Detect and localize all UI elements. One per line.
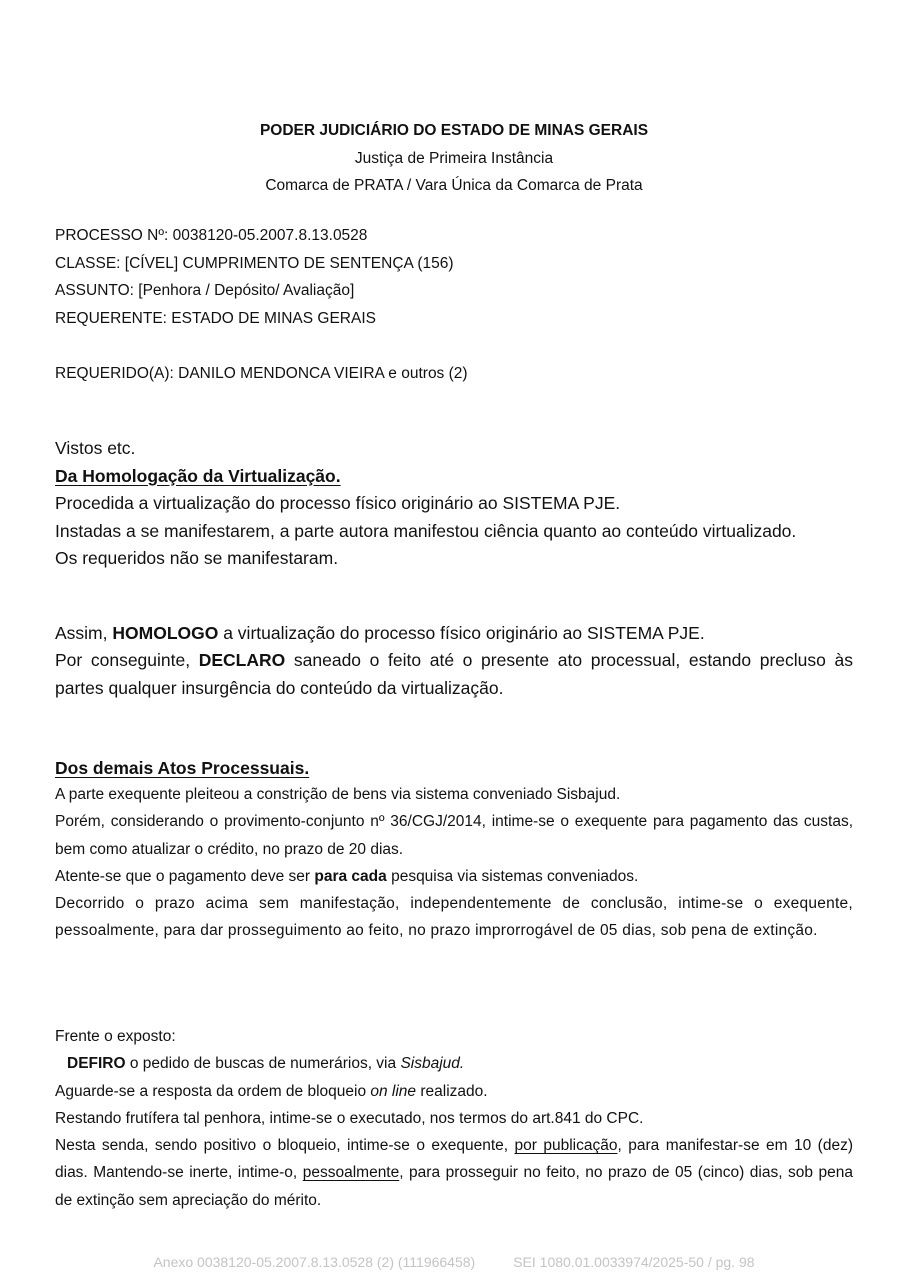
await-paragraph: Aguarde-se a resposta da ordem de bloqueio on line realizado. (55, 1082, 488, 1100)
decision-intro: Frente o exposto: (55, 1028, 176, 1045)
section-heading-procedural-acts: Dos demais Atos Processuais. (55, 758, 310, 778)
declaro-bold: DECLARO (198, 650, 286, 670)
procedural-acts-section (55, 755, 853, 945)
court-name: PODER JUDICIÁRIO DO ESTADO DE MINAS GERAIS (259, 122, 649, 139)
page-footer (0, 1254, 908, 1270)
annex-reference: Anexo 0038120-05.2007.8.13.0528 (2) (111966458) (153, 1254, 476, 1270)
process-number: PROCESSO Nº: 0038120-05.2007.8.13.0528 (55, 227, 368, 244)
paragraph: Procedida a virtualização do processo físico originário ao SISTEMA PJE. (55, 493, 621, 513)
court-district: Comarca de PRATA / Vara Única da Comarca de Prata (265, 177, 643, 194)
document-header (0, 117, 908, 200)
paragraph: Porém, considerando o provimento-conjunto nº 36/CGJ/2014, intime-se o exequente para pagamento das custas, bem como atualizar o crédito, no prazo de 20 dias. (55, 813, 853, 858)
case-defendant: REQUERIDO(A): DANILO MENDONCA VIEIRA e outros (2) (55, 364, 468, 382)
case-subject: ASSUNTO: [Penhora / Depósito/ Avaliação] (55, 282, 355, 299)
paragraph: A parte exequente pleiteou a constrição de bens via sistema conveniado Sisbajud. (55, 786, 621, 803)
para-cada-bold: para cada (314, 867, 387, 885)
payment-paragraph: Atente-se que o pagamento deve ser para cada pesquisa via sistemas conveniados. (55, 867, 639, 885)
virtualization-section (55, 435, 853, 702)
summons-paragraph: Nesta senda, sendo positivo o bloqueio, intime-se o exequente, por publicação, para manifestar-se em 10 (dez) dias. Mantendo-se inerte, intime-o, pessoalmente, para prosseguir no feito, no prazo de 05 (cinco) dias, sob pena de extinção sem apreciação do mérito. (55, 1137, 854, 1209)
homologo-bold: HOMOLOGO (112, 622, 219, 643)
pessoalmente-underline: pessoalmente (302, 1164, 400, 1182)
case-plaintiff: REQUERENTE: ESTADO DE MINAS GERAIS (55, 309, 376, 327)
por-publicacao-underline: por publicação (514, 1137, 618, 1155)
case-details (55, 222, 468, 387)
sei-reference: SEI 1080.01.0033974/2025-50 / pg. 98 (513, 1254, 755, 1270)
opening-text: Vistos etc. (55, 438, 136, 458)
paragraph: Instadas a se manifestarem, a parte autora manifestou ciência quanto ao conteúdo virtualizado. (55, 520, 797, 541)
declaration-paragraph: Por conseguinte, DECLARO saneado o feito até o presente ato processual, estando precluso às partes qualquer insurgência do conteúdo da virtualização. (55, 650, 853, 698)
paragraph: Decorrido o prazo acima sem manifestação, independentemente de conclusão, intime-se o exequente, pessoalmente, para dar prosseguimento ao feito, no prazo improrrogável de 05 dias, sob pena de extinção. (55, 895, 853, 940)
defiro-bold: DEFIRO (67, 1055, 126, 1073)
defiro-paragraph: DEFIRO o pedido de buscas de numerários, via Sisbajud. (67, 1055, 465, 1073)
homologation-paragraph: Assim, HOMOLOGO a virtualização do processo físico originário ao SISTEMA PJE. (55, 622, 705, 643)
decision-section (55, 1023, 853, 1214)
section-heading-virtualization: Da Homologação da Virtualização. (55, 465, 341, 486)
paragraph: Os requeridos não se manifestaram. (55, 548, 339, 568)
paragraph: Restando frutífera tal penhora, intime-se o executado, nos termos do art.841 do CPC. (55, 1109, 644, 1127)
sisbajud-italic: Sisbajud. (400, 1055, 465, 1073)
case-class: CLASSE: [CÍVEL] CUMPRIMENTO DE SENTENÇA (156) (55, 254, 454, 272)
court-instance: Justiça de Primeira Instância (354, 149, 554, 167)
